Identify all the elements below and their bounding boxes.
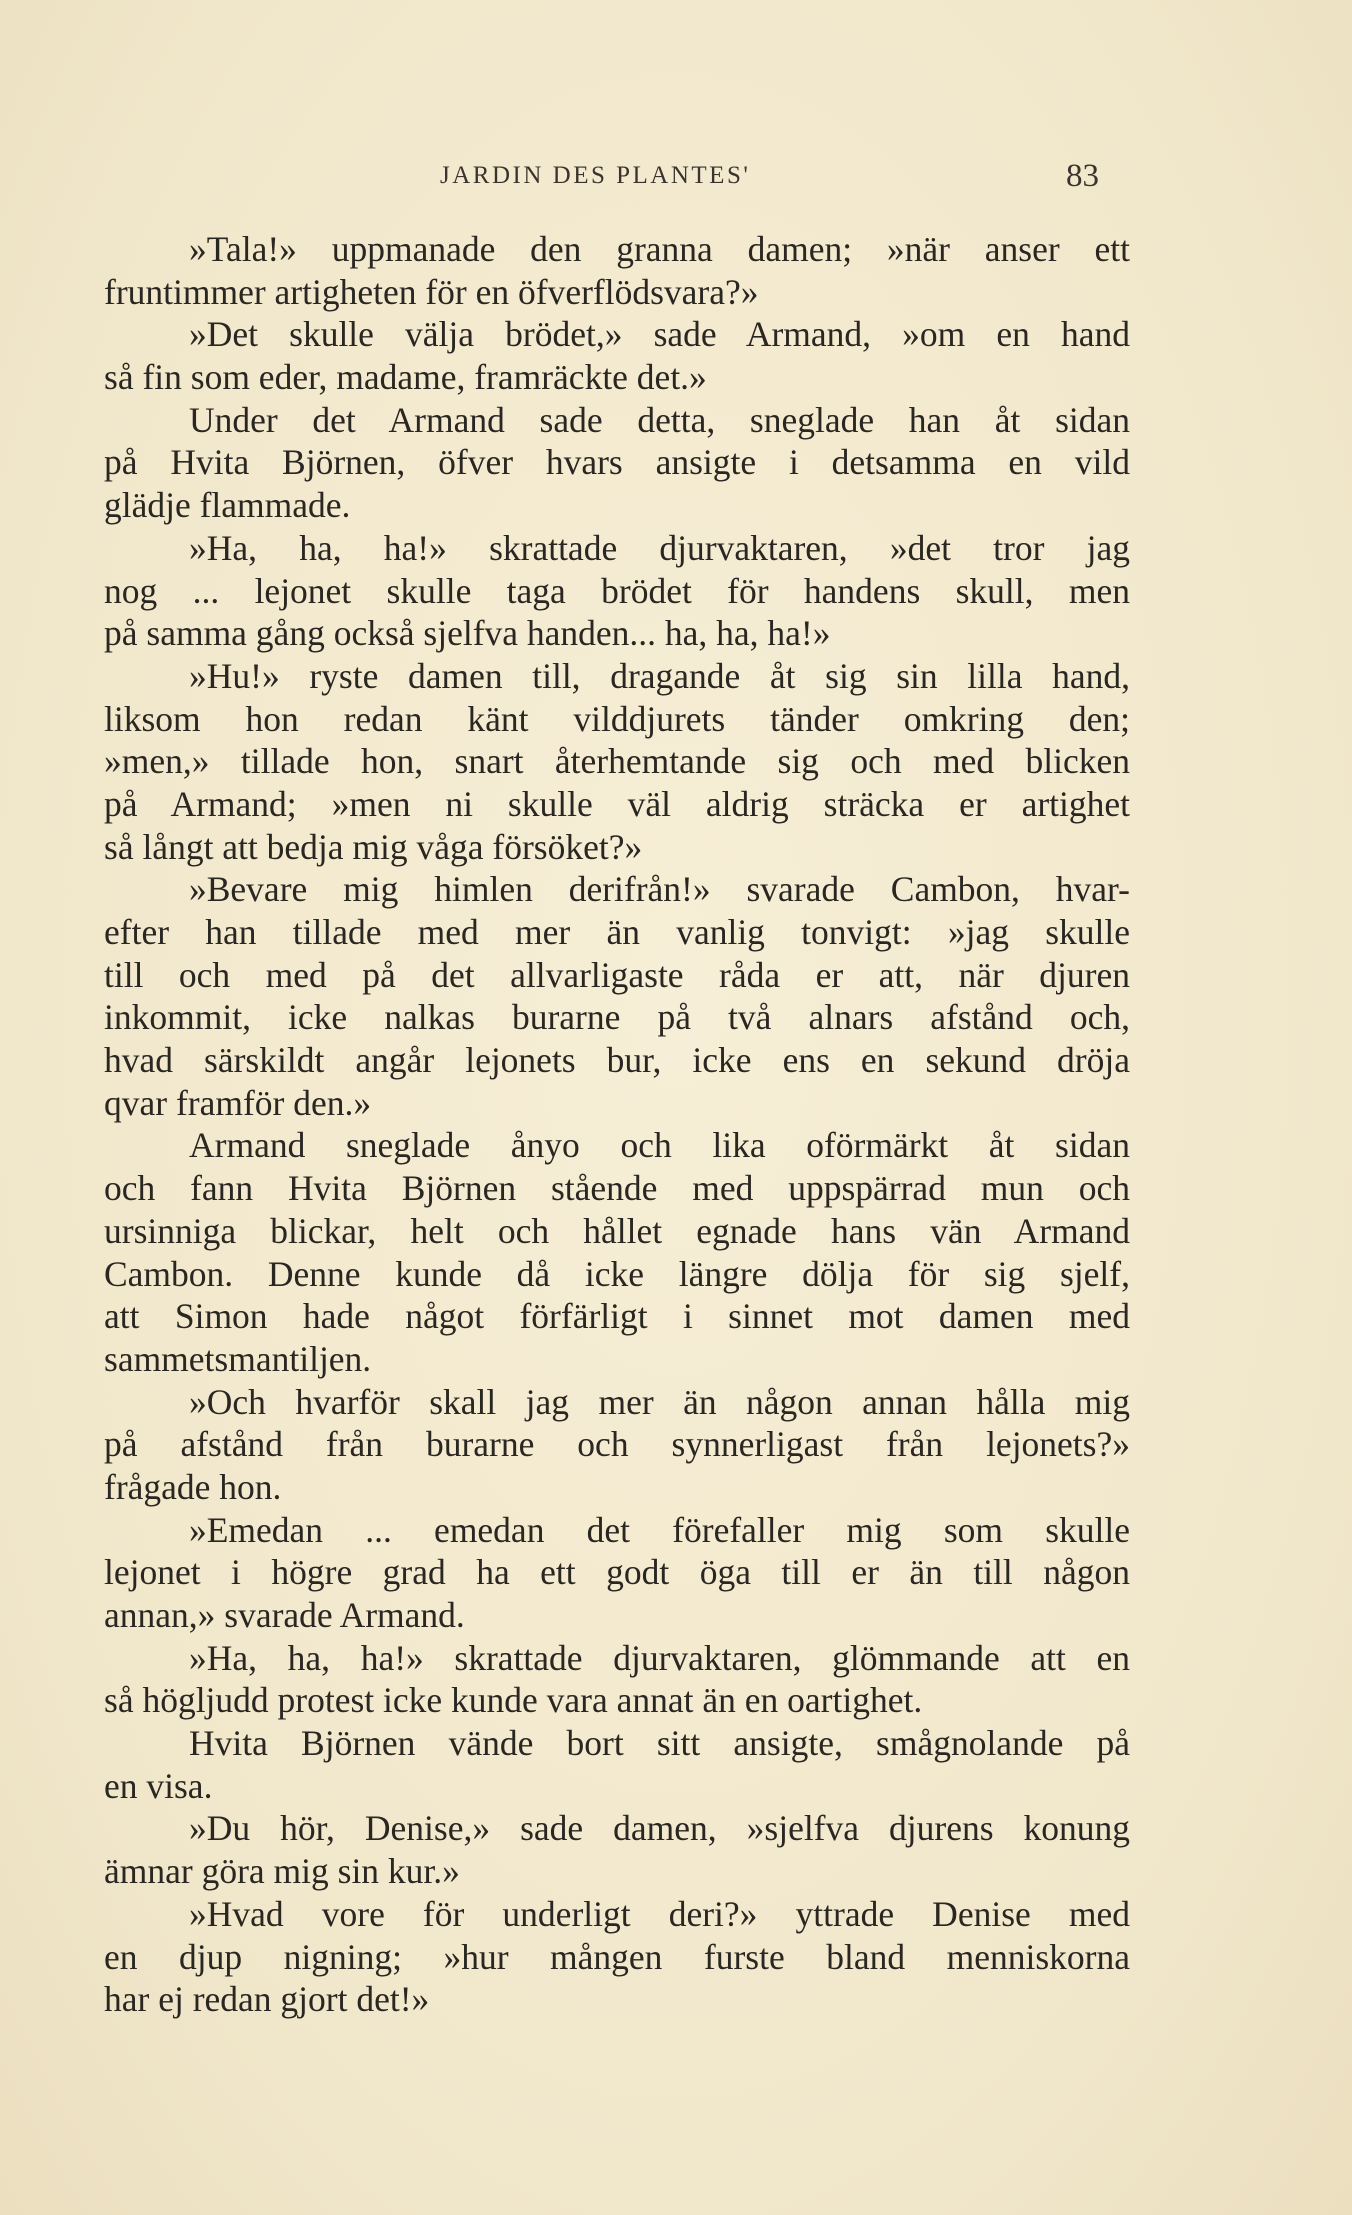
text-line: ämnar göra mig sin kur.» xyxy=(104,1851,460,1892)
text-line: nog ... lejonet skulle taga brödet för handens skull, men xyxy=(104,570,1130,611)
text-line: och fann Hvita Björnen stående med uppspärrad mun och xyxy=(104,1168,1130,1209)
running-head: JARDIN DES PLANTES' xyxy=(440,162,751,189)
text-line: »Det skulle välja brödet,» sade Armand, »om en hand xyxy=(189,314,1130,355)
text-line: en visa. xyxy=(104,1765,213,1806)
body-text xyxy=(104,228,1130,2021)
text-line: »Du hör, Denise,» sade damen, »sjelfva djurens konung xyxy=(189,1808,1130,1849)
page-number: 83 xyxy=(1066,158,1099,194)
text-line: ursinniga blickar, helt och hållet egnade hans vän Armand xyxy=(104,1210,1130,1251)
text-line: liksom hon redan känt vilddjurets tänder omkring den; xyxy=(104,698,1130,739)
text-line: en djup nigning; »hur mången furste bland menniskorna xyxy=(104,1936,1130,1977)
text-line: så fin som eder, madame, framräckte det.» xyxy=(104,357,707,398)
page-header xyxy=(0,158,1352,206)
text-line: »Emedan ... emedan det förefaller mig som skulle xyxy=(189,1509,1130,1550)
text-line: lejonet i högre grad ha ett godt öga till er än till någon xyxy=(104,1552,1130,1593)
text-line: »Bevare mig himlen derifrån!» svarade Cambon, hvar- xyxy=(189,869,1130,910)
text-line: Cambon. Denne kunde då icke längre dölja för sig sjelf, xyxy=(104,1253,1130,1294)
text-line: fruntimmer artigheten för en öfverflödsvara?» xyxy=(104,271,759,312)
text-line: qvar framför den.» xyxy=(104,1082,372,1123)
text-line: på samma gång också sjelfva handen... ha, ha, ha!» xyxy=(104,613,831,654)
text-line: annan,» svarade Armand. xyxy=(104,1595,465,1635)
text-line: Hvita Björnen vände bort sitt ansigte, smågnolande på xyxy=(189,1723,1130,1764)
text-line: på Hvita Björnen, öfver hvars ansigte i detsamma en vild xyxy=(104,442,1130,483)
text-line: på afstånd från burarne och synnerligast från lejonets?» xyxy=(104,1424,1130,1465)
text-line: så högljudd protest icke kunde vara annat än en oartighet. xyxy=(104,1680,923,1721)
text-line: så långt att bedja mig våga försöket?» xyxy=(104,826,643,867)
text-line: Armand sneglade ånyo och lika oförmärkt åt sidan xyxy=(189,1125,1130,1166)
text-line: »Hu!» ryste damen till, dragande åt sig sin lilla hand, xyxy=(189,655,1130,696)
text-line: »men,» tillade hon, snart återhemtande sig och med blicken xyxy=(104,741,1130,782)
text-line: efter han tillade med mer än vanlig tonvigt: »jag skulle xyxy=(104,912,1130,952)
text-line: hvad särskildt angår lejonets bur, icke ens en sekund dröja xyxy=(104,1040,1130,1081)
text-line: »Ha, ha, ha!» skrattade djurvaktaren, »det tror jag xyxy=(189,527,1130,568)
text-line: »Hvad vore för underligt deri?» yttrade Denise med xyxy=(189,1893,1130,1934)
text-line: »Och hvarför skall jag mer än någon annan hålla mig xyxy=(189,1381,1130,1422)
text-line: på Armand; »men ni skulle väl aldrig sträcka er artighet xyxy=(104,783,1130,824)
text-line: till och med på det allvarligaste råda er att, när djuren xyxy=(104,954,1130,995)
text-line: Under det Armand sade detta, sneglade han åt sidan xyxy=(189,399,1130,440)
text-line: »Ha, ha, ha!» skrattade djurvaktaren, glömmande att en xyxy=(189,1637,1130,1678)
text-line: frågade hon. xyxy=(104,1466,282,1507)
text-line: sammetsmantiljen. xyxy=(104,1338,372,1379)
text-line: att Simon hade något förfärligt i sinnet mot damen med xyxy=(104,1296,1130,1337)
text-line: inkommit, icke nalkas burarne på två alnars afstånd och, xyxy=(104,997,1130,1038)
text-line: har ej redan gjort det!» xyxy=(104,1979,430,2020)
text-line: glädje flammade. xyxy=(104,485,351,526)
text-line: »Tala!» uppmanade den granna damen; »när anser ett xyxy=(189,229,1130,269)
